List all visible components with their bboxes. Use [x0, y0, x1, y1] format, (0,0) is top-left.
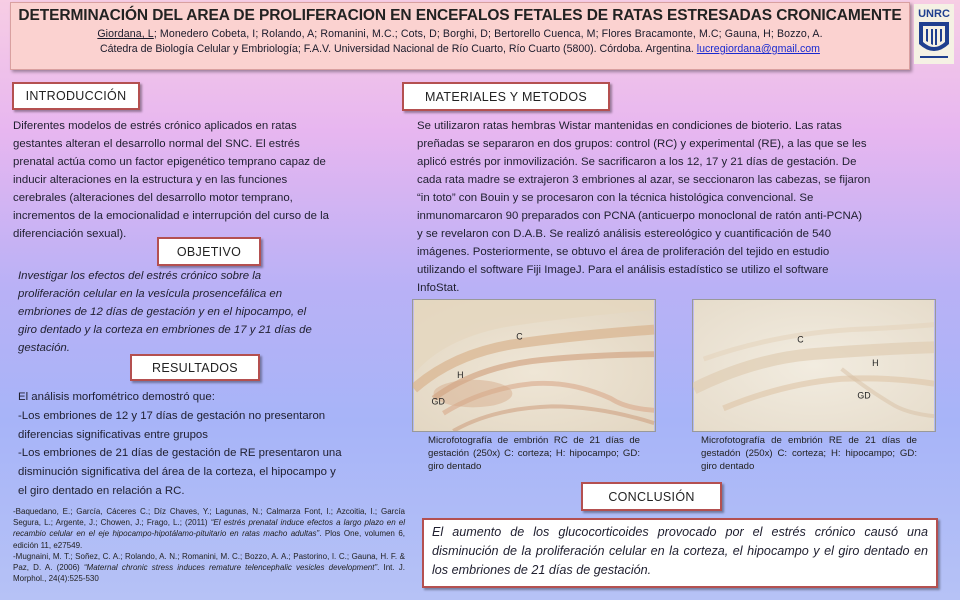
reference-2: -Mugnaini, M. T.; Soñez, C. A.; Rolando, A. N.; Romanini, M. C.; Bozzo, A. A.; Pastorino, I. C.; Gauna, H. F. & Paz, D. A. (2006) “Maternal chronic stress induces remature telencephalic vesicles development”. Int. J. Morphol., 24(4):525-530 [13, 551, 406, 584]
references [13, 506, 405, 584]
label-h-rc: H [457, 369, 464, 380]
email-link[interactable]: lucregiordana@gmail.com [696, 43, 820, 55]
micrograph-rc [412, 299, 656, 432]
label-c-re: C [797, 334, 804, 345]
micrograph-re [692, 299, 936, 432]
conclusion-heading: CONCLUSIÓN [581, 482, 722, 511]
resultados-text: El análisis morfométrico demostró que: -Los embriones de 12 y 17 días de gestación no presentaron diferencias significativas entre grupos -Los embriones de 21 días de gestación de RE presentaron una disminución significativa del área de la corteza, el hipocampo y el giro dentado en relación a RC. [18, 391, 342, 497]
resultados-heading: RESULTADOS [130, 354, 260, 381]
reference-1: -Baquedano, E.; García, Cáceres C.; Díz Chaves, Y.; Lagunas, N.; Calmarza Font, I.; Azcoitia, I.; García Segura, L.; Argente, J.; Chowen, J.; Frago, L.; (2011) “El estrés prenatal induce efectos a largo plazo en el recambio celular en el eje hipocampo-hipotálamo-pituitario en ratas macho adultas”. Plos One, volumen 6, edición 11, e27549. [13, 507, 405, 550]
objetivo-text: Investigar los efectos del estrés crónico sobre la proliferación celular en la vesícula prosencefálica en embriones de 12 días de gestación y en el hipocampo, el giro dentado y la corteza en embriones de 17 y 21 días de gestación. [18, 270, 312, 354]
materiales-text: Se utilizaron ratas hembras Wistar mantenidas en condiciones de bioterio. Las ratas preñadas se separaron en dos grupos: control (RC) y experimental (RE), a las que se les aplicó estrés por inmovilización. Se sacrificaron a los 12, 17 y 21 días de gestación. De cada rata madre se extrajeron 3 embriones al azar, se seccionaron las cabezas, se fijaron “in toto” con Bouin y se procesaron con la técnica histológica convencional. Se inmunomarcaron 90 preparados con PCNA (anticuerpo monoclonal de ratón anti-PCNA) y se revelaron con D.A.B. Se realizó análisis estereológico y cuantificación de 540 imágenes. Posteriormente, se obtuvo el área de proliferación del tejido en estudio utilizando el software Fiji ImageJ. Para el análisis estadístico se utilizo el software InfoStat. [417, 120, 871, 294]
label-gd-rc: GD [431, 396, 445, 407]
caption-re: Microfotografía de embrión RE de 21 días de gestadón (250x) C: corteza; H: hipocampo; GD: giro dentado [701, 435, 917, 472]
materiales-heading: MATERIALES Y METODOS [402, 82, 610, 111]
conclusion-text: El aumento de los glucocorticoides provocado por el estrés crónico causó una disminución de la proliferación celular en la corteza, el hipocampo y el giro dentado en los embriones de 21 días de gestación. [422, 518, 938, 588]
header-banner [10, 2, 910, 70]
authors-line [11, 28, 909, 40]
intro-heading: INTRODUCCIÓN [12, 82, 140, 110]
affiliation-line [11, 43, 909, 55]
poster-title: DETERMINACIÓN DEL AREA DE PROLIFERACION EN ENCEFALOS FETALES DE RATAS ESTRESADAS CRONICAMENTE [18, 7, 902, 24]
logo-text: UNRC [918, 8, 950, 20]
label-gd-re: GD [857, 390, 871, 401]
affiliation: Cátedra de Biología Celular y Embriología; F.A.V. Universidad Nacional de Río Cuarto, Río Cuarto (5800). Córdoba. Argentina. [100, 43, 694, 55]
objetivo-heading: OBJETIVO [157, 237, 261, 266]
label-h-re: H [872, 357, 879, 368]
other-authors: ; Monedero Cobeta, I; Rolando, A; Romanini, M.C.; Cots, D; Borghi, D; Bertorello Cuenca, M; Flores Bracamonte, M.C; Gauna, H; Bozzo, A. [153, 28, 823, 40]
first-author: Giordana, L [97, 28, 154, 40]
intro-text: Diferentes modelos de estrés crónico aplicados en ratas gestantes alteran el desarrollo normal del SNC. El estrés prenatal actúa como un factor epigenético temprano capaz de inducir alteraciones en la estructura y en las funciones cerebrales (alteraciones del desarrollo motor temprano, incrementos de la emocionalidad e interrupción del curso de la diferenciación sexual). [13, 120, 329, 240]
label-c-rc: C [516, 331, 523, 342]
unrc-logo-icon [914, 4, 954, 64]
caption-rc: Microfotografía de embrión RC de 21 días de gestación (250x) C: corteza; H: hipocampo; GD: giro dentado [428, 435, 640, 472]
